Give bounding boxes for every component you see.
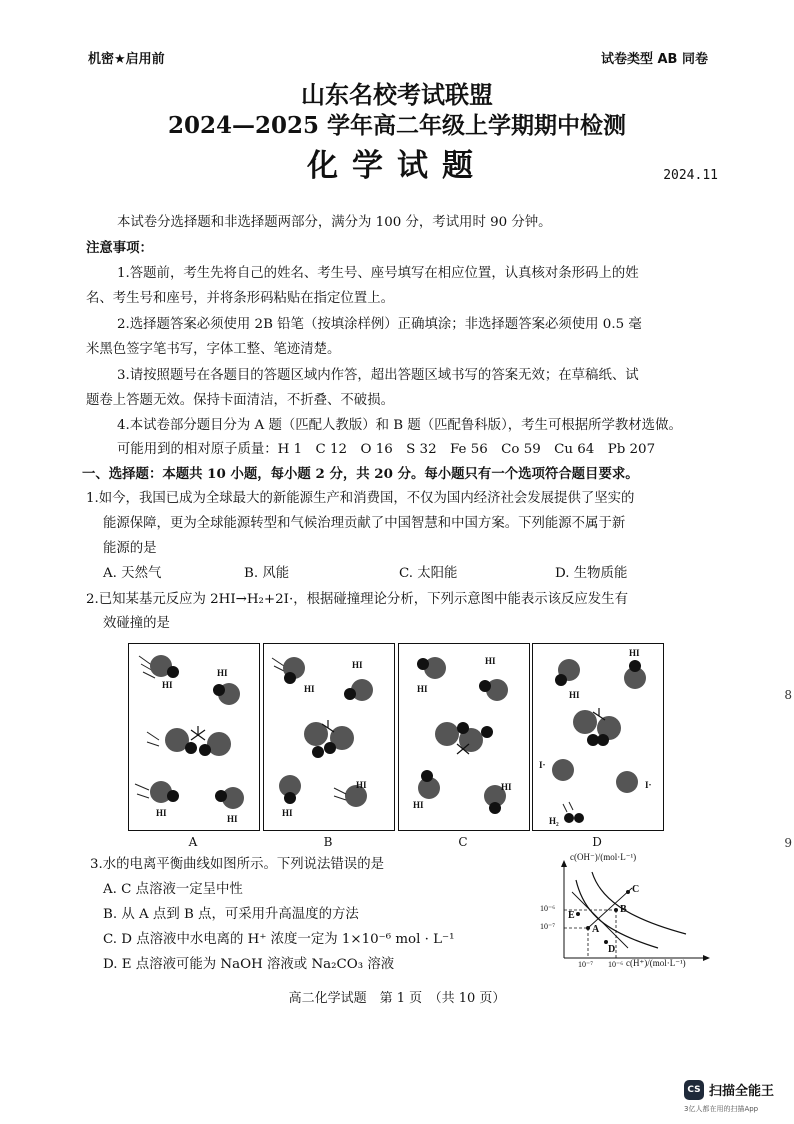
notice-heading: 注意事项：: [86, 240, 153, 256]
hi-label: HI: [569, 690, 580, 700]
subject-title: 化学试题: [307, 148, 487, 184]
i-radical-label: I·: [539, 760, 546, 770]
exam-org-title: 山东名校考试联盟: [301, 80, 493, 109]
q1-option-d: D. 生物质能: [555, 566, 628, 581]
collision-panel-d: [532, 643, 664, 831]
q1-stem-2: 能源保障，更为全球能源转型和气候治理贡献了中国智慧和中国方案。下列能源不属于新: [103, 516, 626, 531]
collision-panel-c: [398, 643, 530, 831]
page-footer: 高二化学试题 第 1 页 （共 10 页）: [288, 991, 506, 1006]
hi-label: HI: [413, 800, 424, 810]
hi-label: HI: [217, 668, 228, 678]
scanner-app-name: 扫描全能王: [709, 1084, 775, 1099]
hi-label: HI: [501, 782, 512, 792]
hi-label: HI: [352, 660, 363, 670]
q3-stem: 3.水的电离平衡曲线如图所示。下列说法错误的是: [90, 857, 384, 872]
graph-x-tick-high: 10⁻⁶: [608, 960, 624, 969]
q3-option-b: B. 从 A 点到 B 点，可采用升高温度的方法: [103, 907, 359, 922]
hi-label: HI: [227, 814, 238, 824]
notice-2a: 2.选择题答案必须使用 2B 铅笔（按填涂样例）正确填涂；非选择题答案必须使用 0.5 毫: [117, 317, 642, 332]
notice-3a: 3.请按照题号在各题目的答题区域内作答，超出答题区域书写的答案无效；在草稿纸、试: [117, 368, 639, 383]
q1-stem-1: 1.如今，我国已成为全球最大的新能源生产和消费国，不仅为国内经济社会发展提供了坚实的: [86, 491, 635, 506]
point-d-label: D: [608, 944, 616, 955]
collision-panel-b: [263, 643, 395, 831]
exam-term-title: 2024—2025 学年高二年级上学期期中检测: [167, 112, 627, 139]
q3-option-c: C. D 点溶液中水电离的 H⁺ 浓度一定为 1×10⁻⁶ mol · L⁻¹: [103, 932, 455, 947]
hi-label: HI: [156, 808, 167, 818]
panel-caption-b: B: [323, 835, 333, 849]
q3-option-a: A. C 点溶液一定呈中性: [103, 882, 243, 897]
hi-label: HI: [485, 656, 496, 666]
q1-option-c: C. 太阳能: [399, 566, 458, 581]
hi-label: HI: [417, 684, 428, 694]
hi-label: HI: [629, 648, 640, 658]
h2-label: H₂: [549, 816, 559, 826]
collision-drawing-a: [129, 644, 259, 830]
hi-label: HI: [282, 808, 293, 818]
graph-y-tick-low: 10⁻⁷: [540, 922, 556, 931]
point-a-label: A: [592, 924, 600, 935]
q3-option-d: D. E 点溶液可能为 NaOH 溶液或 Na₂CO₃ 溶液: [103, 957, 395, 972]
scanner-app-tagline: 3亿人都在用的扫描App: [684, 1105, 759, 1113]
atomic-mass-list: 可能用到的相对原子质量：H 1 C 12 O 16 S 32 Fe 56 Co 59 Cu 64 Pb 207: [117, 442, 656, 457]
q2-stem-2: 效碰撞的是: [103, 616, 170, 631]
q1-option-b: B. 风能: [244, 566, 290, 581]
q2-stem-1: 2.已知某基元反应为 2HI→H₂+2I·，根据碰撞理论分析，下列示意图中能表示该反应发生有: [86, 592, 628, 607]
panel-caption-d: D: [592, 835, 602, 849]
hi-label: HI: [304, 684, 315, 694]
graph-y-axis-label: c(OH⁻)/(mol·L⁻¹): [570, 852, 637, 862]
point-e-label: E: [568, 910, 575, 921]
collision-drawing-b: [264, 644, 394, 830]
notice-3b: 题卷上答题无效。保持卡面清洁，不折叠、不破损。: [86, 393, 394, 408]
i-radical-label: I·: [645, 780, 652, 790]
point-b-label: B: [620, 904, 627, 915]
panel-caption-c: C: [458, 835, 468, 849]
collision-drawing-d: [533, 644, 663, 830]
notice-4: 4.本试卷部分题目分为 A 题（匹配人教版）和 B 题（匹配鲁科版），考生可根据所学教材选做。: [117, 418, 682, 433]
graph-y-tick-high: 10⁻⁶: [540, 904, 556, 913]
water-ionization-graph: [540, 852, 716, 976]
notice-2b: 米黑色签字笔书写，字体工整、笔迹清楚。: [86, 342, 341, 357]
graph-x-axis-label: c(H⁺)/(mol·L⁻¹): [626, 958, 686, 968]
notice-1a: 1.答题前，考生先将自己的姓名、考生号、座号填写在相应位置，认真核对条形码上的姓: [117, 266, 639, 281]
exam-date: 2024.11: [663, 168, 718, 183]
point-c-label: C: [632, 884, 640, 895]
scanner-logo-badge: CS: [684, 1080, 704, 1100]
hi-label: HI: [356, 780, 367, 790]
q1-stem-3: 能源的是: [103, 541, 157, 556]
paper-type-label: 试卷类型 AB 同卷: [600, 52, 708, 67]
margin-mark: 8: [784, 688, 792, 702]
panel-caption-a: A: [188, 835, 198, 849]
section-1-heading: 一、选择题：本题共 10 小题，每小题 2 分，共 20 分。每小题只有一个选项符合题目要求。: [82, 466, 639, 482]
graph-x-tick-low: 10⁻⁷: [578, 960, 594, 969]
q1-option-a: A. 天然气: [103, 566, 162, 581]
confidential-label: 机密★启用前: [88, 52, 165, 67]
hi-label: HI: [162, 680, 173, 690]
margin-mark: 9: [784, 836, 792, 850]
intro-text: 本试卷分选择题和非选择题两部分，满分为 100 分，考试用时 90 分钟。: [117, 215, 552, 230]
notice-1b: 名、考生号和座号，并将条形码粘贴在指定位置上。: [86, 291, 394, 306]
collision-panel-a: [128, 643, 260, 831]
